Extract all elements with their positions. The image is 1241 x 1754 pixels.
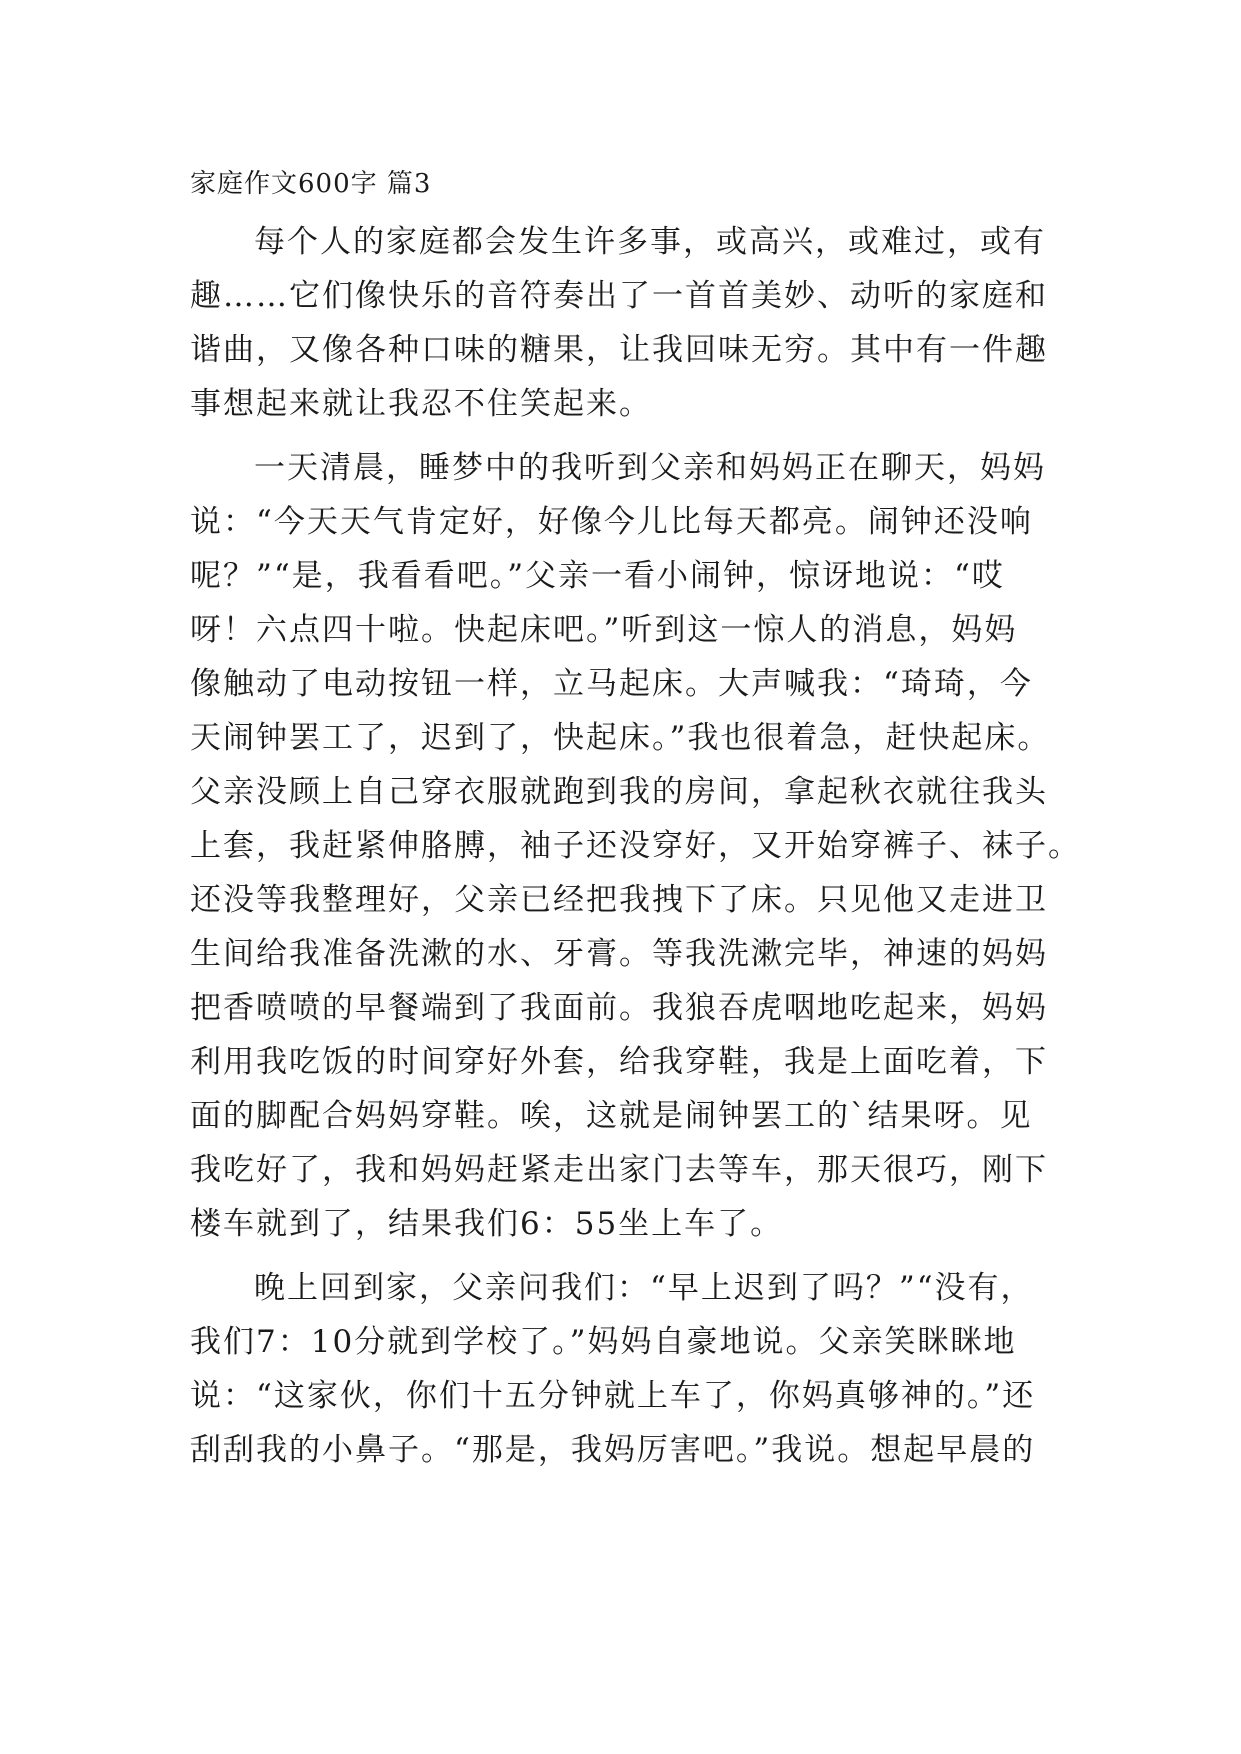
paragraph-2-line-4: 呀！六点四十啦。快起床吧。”听到这一惊人的消息，妈妈 bbox=[190, 612, 1018, 648]
paragraph-1-line-1: 每个人的家庭都会发生许多事，或高兴，或难过，或有 bbox=[254, 224, 1046, 260]
paragraph-2-line-11: 把香喷喷的早餐端到了我面前。我狼吞虎咽地吃起来，妈妈 bbox=[190, 990, 1048, 1026]
paragraph-2-line-6: 天闹钟罢工了，迟到了，快起床。”我也很着急，赶快起床。 bbox=[190, 720, 1051, 756]
paragraph-2-line-14: 我吃好了，我和妈妈赶紧走出家门去等车，那天很巧，刚下 bbox=[190, 1152, 1048, 1188]
paragraph-2-line-9: 还没等我整理好，父亲已经把我拽下了床。只见他又走进卫 bbox=[190, 882, 1048, 918]
paragraph-1-line-4: 事想起来就让我忍不住笑起来。 bbox=[190, 386, 652, 422]
paragraph-2-line-3: 呢？”“是，我看看吧。”父亲一看小闹钟，惊讶地说：“哎 bbox=[190, 558, 1005, 594]
paragraph-2-line-10: 生间给我准备洗漱的水、牙膏。等我洗漱完毕，神速的妈妈 bbox=[190, 936, 1048, 972]
paragraph-2-line-15: 楼车就到了，结果我们6：55坐上车了。 bbox=[190, 1206, 784, 1242]
paragraph-3-line-2: 我们7：10分就到学校了。”妈妈自豪地说。父亲笑眯眯地 bbox=[190, 1324, 1017, 1360]
paragraph-2-line-13: 面的脚配合妈妈穿鞋。唉，这就是闹钟罢工的`结果呀。见 bbox=[190, 1098, 1033, 1134]
paragraph-2-line-7: 父亲没顾上自己穿衣服就跑到我的房间，拿起秋衣就往我头 bbox=[190, 774, 1048, 810]
paragraph-2-line-12: 利用我吃饭的时间穿好外套，给我穿鞋，我是上面吃着，下 bbox=[190, 1044, 1048, 1080]
paragraph-1-line-3: 谐曲，又像各种口味的糖果，让我回味无穷。其中有一件趣 bbox=[190, 332, 1048, 368]
paragraph-2-line-1: 一天清晨，睡梦中的我听到父亲和妈妈正在聊天，妈妈 bbox=[254, 450, 1046, 486]
paragraph-2-line-5: 像触动了电动按钮一样，立马起床。大声喊我：“琦琦，今 bbox=[190, 666, 1033, 702]
paragraph-3-line-3: 说：“这家伙，你们十五分钟就上车了，你妈真够神的。”还 bbox=[190, 1378, 1036, 1414]
paragraph-2-line-8: 上套，我赶紧伸胳膊，袖子还没穿好，又开始穿裤子、袜子。 bbox=[190, 828, 1081, 864]
paragraph-3-line-1: 晚上回到家，父亲问我们：“早上迟到了吗？”“没有， bbox=[254, 1270, 1034, 1306]
paragraph-2-line-2: 说：“今天天气肯定好，好像今儿比每天都亮。闹钟还没响 bbox=[190, 504, 1033, 540]
paragraph-1-line-2: 趣……它们像快乐的音符奏出了一首首美妙、动听的家庭和 bbox=[190, 278, 1048, 314]
document-title: 家庭作文600字 篇3 bbox=[190, 169, 432, 199]
paragraph-3-line-4: 刮刮我的小鼻子。“那是，我妈厉害吧。”我说。想起早晨的 bbox=[190, 1432, 1036, 1468]
